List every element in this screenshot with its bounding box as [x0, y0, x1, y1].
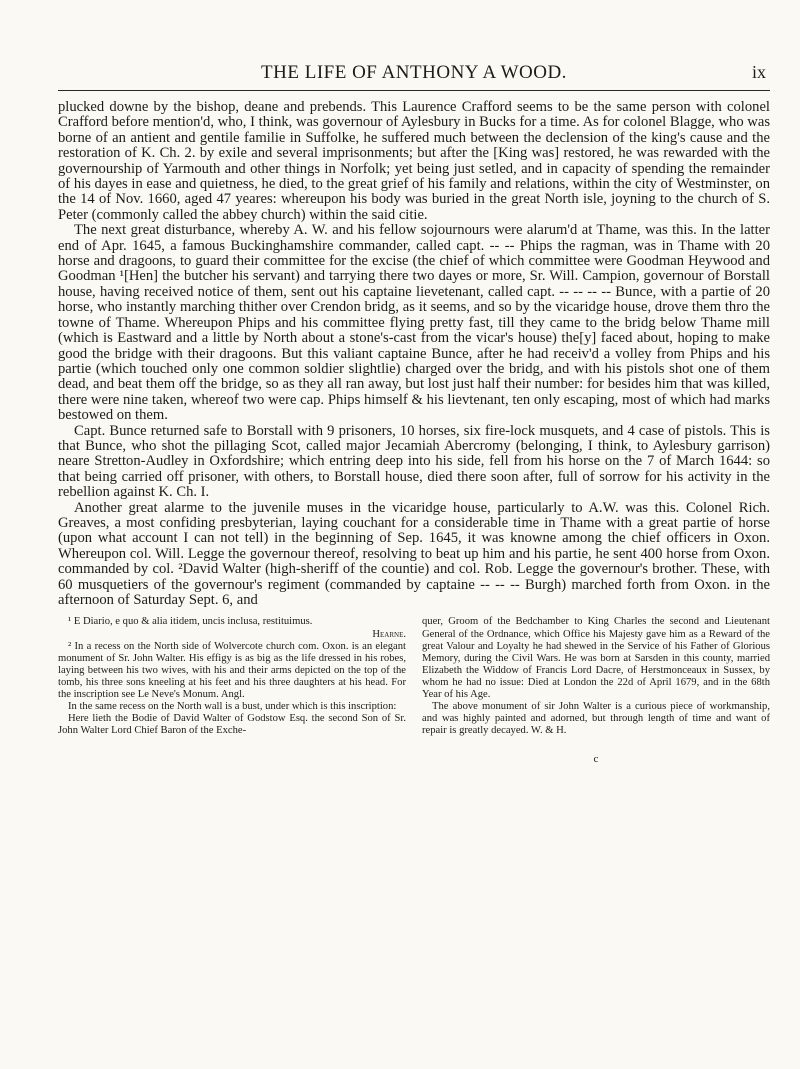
- paragraph: plucked downe by the bishop, deane and prebends. This Laurence Crafford seems to be the same person with colonel Crafford before mention'd, who, I think, was governour of Aylesbury in Bucks for a time. As for colonel Blagge, who was borne of an antient and gentile familie in Suffolke, he suffered much between the declension of the king's cause and the restoration of K. Ch. 2. by exile and several imprisonments; but after the [King was] restored, he was rewarded with the governourship of Yarmouth and other things in Norfolk; yet being just setled, and in capacity of spending the remainder of his dayes in ease and quietness, he died, to the great grief of his family and relations, within the city of Westminster, on the 14 of Nov. 1660, aged 47 yeares: whereupon his body was buried in the great North isle, joyning to the church of S. Peter (commonly called the abbey church) within the said citie.: [58, 99, 770, 223]
- paragraph: The next great disturbance, whereby A. W. and his fellow sojournours were alarum'd at Thame, was this. In the latter end of Apr. 1645, a famous Buckinghamshire commander, called capt. -- -- Phips the ragman, was in Thame with 20 horse and dragoons, to guard their committee for the excise (the chief of which committee were Goodman Heywood and Goodman ¹[Hen] the butcher his servant) and tarrying there two dayes or more, Sr. Will. Campion, governour of Borstall house, having received notice of them, sent out his captaine lievetenant, called capt. -- -- -- -- Bunce, with a partie of 20 horse, who instantly marching thither over Crendon bridg, as it seems, and so by the vicaridge house, drove them thro the towne of Thame. Whereupon Phips and his committee flying pretty fast, till they came to the bridg below Thame mill (which is Eastward and a little by North about a stone's-cast from the vicar's house) the[y] faced about, hoping to make good the bridge with their dragoons. But this valiant captaine Bunce, after he had receiv'd a volley from Phips and his partie (which touched only one common soldier slightlie) charged over the bridg, and with his pistols shot one of them dead, and beat them off the bridge, so as they all ran away, but lost just half their number: for besides him that was killed, there were nine taken, whereof two were cap. Phips himself & his lievtenant, ten only escaping, most of which had marks bestowed on them.: [58, 222, 770, 424]
- footnote: Here lieth the Bodie of David Walter of Godstow Esq. the second Son of Sr. John Walter Lord Chief Baron of the Exche-: [58, 713, 406, 737]
- footnote: quer, Groom of the Bedchamber to King Charles the second and Lieutenant General of the Ordnance, which Office his Majesty gave him as a Reward of the great Valour and Loyalty he had shewed in the Service of his Father of Glorious Memory, during the Civil Wars. He was born at Sarsden in this county, married Elizabeth the Widdow of Francis Lord Dacre, of Herstmonceaux in Sussex, by whom he had no issue: Died at London the 22d of April 1679, and in the 68th Year of his Age.: [422, 616, 770, 700]
- footnote: The above monument of sir John Walter is a curious piece of workmanship, and was highly painted and adorned, but through length of time and want of repair is greatly decayed. W. & H.: [422, 701, 770, 737]
- paragraph: Another great alarme to the juvenile muses in the vicaridge house, particularly to A.W. was this. Colonel Rich. Greaves, a most confiding presbyterian, laying couchant for a considerable time in Thame with a great partie of horse (upon what account I can not tell) in the beginning of Sep. 1645, it was knowne among the chief officers in Oxon. Whereupon col. Will. Legge the governour thereof, resolving to beat up him and his partie, he sent 400 horse from Oxon. commanded by col. ²David Walter (high-sheriff of the countie) and col. Rob. Legge the governour's brother. These, with 60 musquetiers of the governour's regiment (commanded by captaine -- -- -- Burgh) marched forth from Oxon. in the afternoon of Saturday Sept. 6, and: [58, 499, 770, 608]
- footnotes: [58, 616, 770, 765]
- header-rule: [58, 90, 770, 91]
- signature-mark: c: [593, 753, 599, 766]
- footnote-signature: Hearne.: [372, 628, 406, 640]
- footnote: ² In a recess on the North side of Wolvercote church com. Oxon. is an elegant monument of Sr. John Walter. His effigy is as big as the life dressed in his robes, laying between his two wives, with his and their arms depicted on the top of the tomb, his three sons kneeling at his feet and his three daughters at his head. For the inscription see Le Neve's Monum. Angl.: [58, 640, 406, 700]
- book-page: [58, 62, 770, 765]
- footnote: ¹ E Diario, e quo & alia itidem, uncis inclusa, restituimus.: [68, 616, 313, 628]
- page-header: [58, 62, 770, 84]
- footnotes-right-column: [422, 616, 770, 765]
- page-number: ix: [751, 62, 766, 82]
- running-title: THE LIFE OF ANTHONY A WOOD.: [261, 62, 567, 83]
- paragraph: Capt. Bunce returned safe to Borstall with 9 prisoners, 10 horses, six fire-lock musquets, and 4 case of pistols. This is that Bunce, who shot the pillaging Scot, called major Jecamiah Abercromy (belonging, I think, to Aylesbury garrison) neare Stretton-Audley in Oxfordshire; which entring deep into his side, fell from his horse on the 7 of March 1644: so that being carried off prisoner, with others, to Borstall house, died there soon after, full of sorrow for his activity in the rebellion against K. Ch. I.: [58, 422, 770, 501]
- footnote: In the same recess on the North wall is a bust, under which is this inscription:: [68, 701, 397, 713]
- main-text: [58, 100, 770, 608]
- footnotes-left-column: [58, 616, 406, 765]
